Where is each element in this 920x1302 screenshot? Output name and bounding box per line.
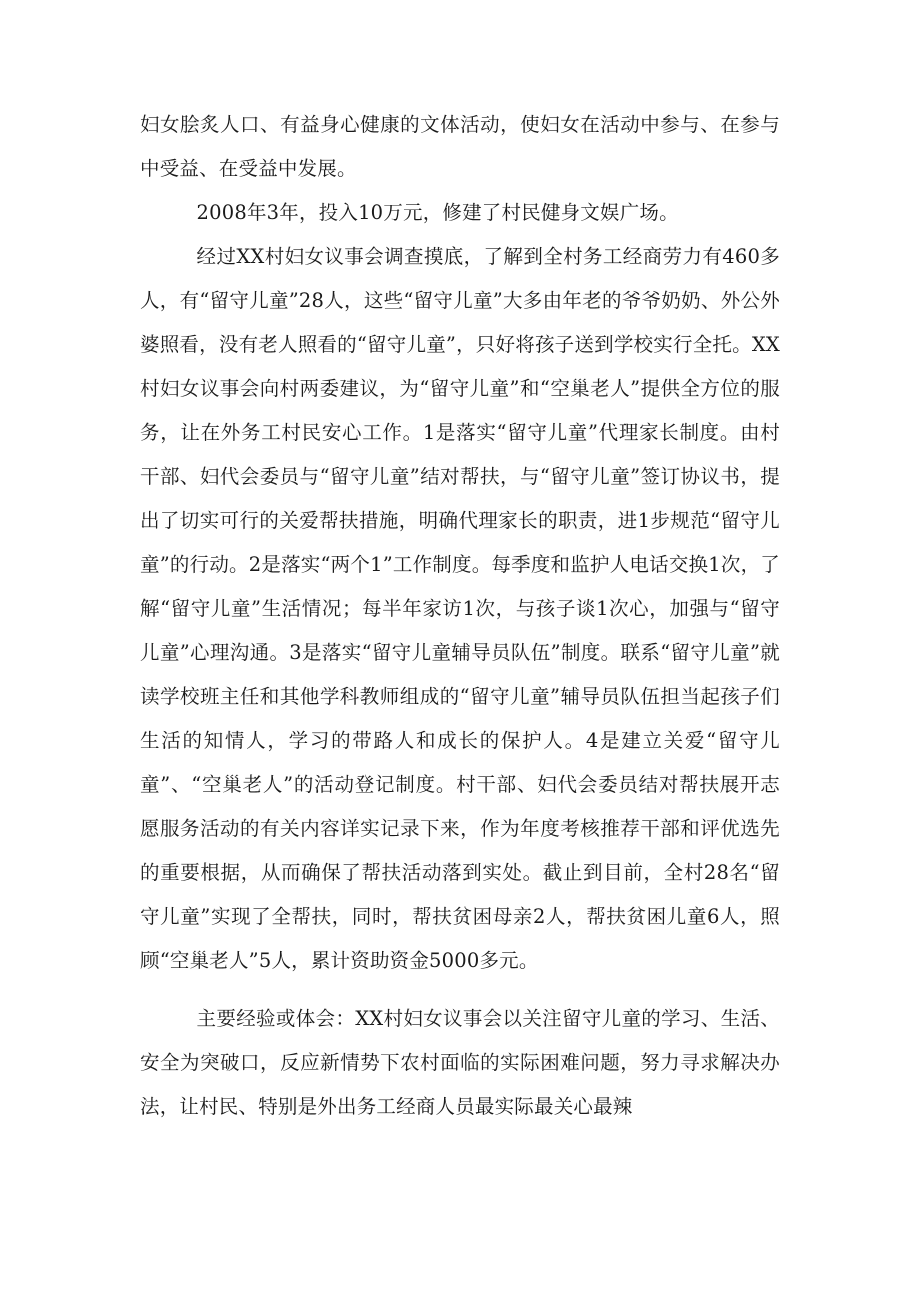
paragraph-1: 妇女脍炙人口、有益身心健康的文体活动，使妇女在活动中参与、在参与中受益、在受益中发展。 (140, 113, 780, 180)
paragraph-3: 经过XX村妇女议事会调查摸底，了解到全村务工经商劳力有460多人，有“留守儿童”28人，这些“留守儿童”大多由年老的爷爷奶奶、外公外婆照看，没有老人照看的“留守儿童”，只好将孩子送到学校实行全托。XX村妇女议事会向村两委建议，为“留守儿童”和“空巢老人”提供全方位的服务，让在外务工村民安心工作。1是落实“留守儿童”代理家长制度。由村干部、妇代会委员与“留守儿童”结对帮扶，与“留守儿童”签订协议书，提出了切实可行的关爱帮扶措施，明确代理家长的职责，进1步规范“留守儿童”的行动。2是落实“两个1”工作制度。每季度和监护人电话交换1次，了解“留守儿童”生活情况；每半年家访1次，与孩子谈1次心，加强与“留守儿童”心理沟通。3是落实“留守儿童辅导员队伍”制度。联系“留守儿童”就读学校班主任和其他学科教师组成的“留守儿童”辅导员队伍担当起孩子们生活的知情人，学习的带路人和成长的保护人。4是建立关爱“留守儿童”、“空巢老人”的活动登记制度。村干部、妇代会委员结对帮扶展开志愿服务活动的有关内容详实记录下来，作为年度考核推荐干部和评优选先的重要根据，从而确保了帮扶活动落到实处。截止到目前，全村28名“留守儿童”实现了全帮扶，同时，帮扶贫困母亲2人，帮扶贫困儿童6人，照顾“空巢老人”5人，累计资助资金5000多元。 (140, 245, 780, 972)
paragraph-4: 主要经验或体会：XX村妇女议事会以关注留守儿童的学习、生活、安全为突破口，反应新情势下农村面临的实际困难问题，努力寻求解决办法，让村民、特别是外出务工经商人员最实际最关心最辣 (140, 1007, 780, 1118)
paragraph-2: 2008年3年，投入10万元，修建了村民健身文娱广场。 (196, 201, 679, 224)
document-body (140, 103, 780, 1129)
